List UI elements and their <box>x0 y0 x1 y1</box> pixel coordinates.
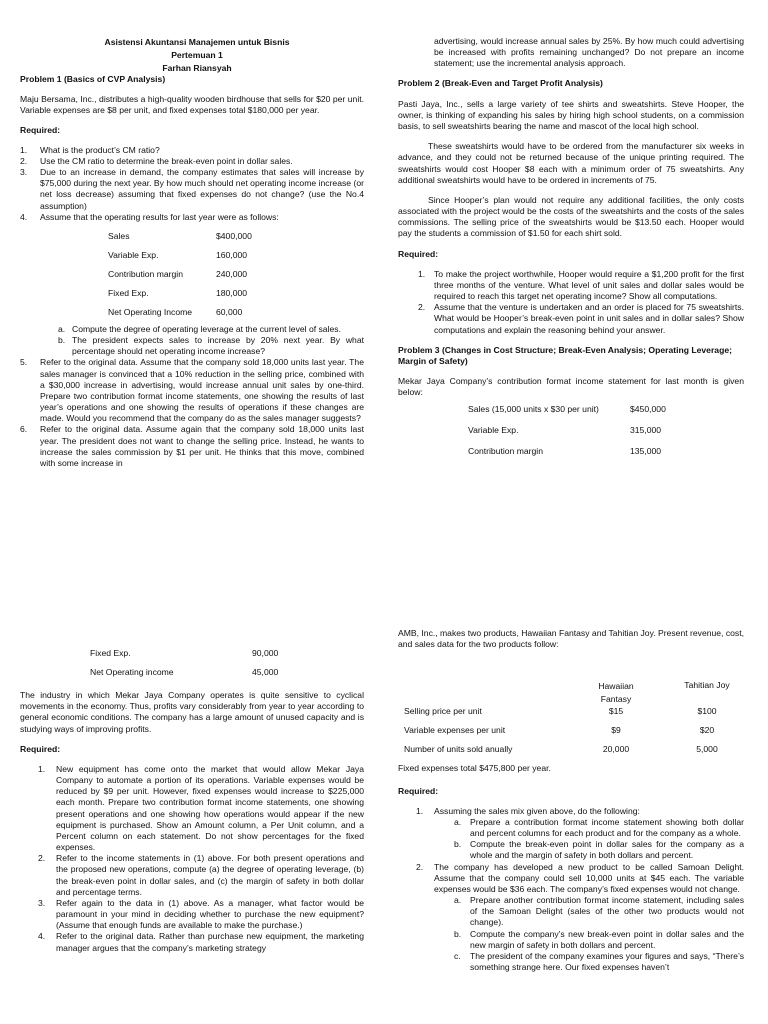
problem-2-required: Required: <box>398 248 439 259</box>
document-header <box>20 36 364 75</box>
list-item: 3. Refer again to the data in (1) above. As a manager, what factor would be paramount in your mind in deciding whether to purchase the new equipment? (Assume that enough funds are available to make the purchase.) <box>38 897 364 931</box>
problem-1-sublist <box>20 324 364 358</box>
table-row: Variable Exp. 160,000 <box>108 249 248 260</box>
list-item: 1. New equipment has come onto the market that would allow Mekar Jaya Company to automate a portion of its operations. Variable expenses would be reduced by $9 per unit. However, fixed expenses would increase to $225,000 each month. Prepare two contribution format income statements, one showing present operations and one showing how operations would appear if the new equipment is purchased. Show an Amount column, a Per Unit column, and a Percent column on each statement. Do not show percentages for the fixed expenses. <box>38 763 364 853</box>
list-item: a. Prepare another contribution format income statement, including sales of the Samoan Delight (sales of the other two products would not change). <box>454 895 744 928</box>
operating-results-table <box>108 231 252 326</box>
list-item: 1. Assuming the sales mix given above, do the following: a. Prepare a contribution format income statement showing both dollar and percent columns for each product and for the company as a whole. b. Compute the break-even point in dollar sales for the company as a whole and the margin of safety in both dollars and percent. <box>416 805 744 861</box>
problem-2-para-2: These sweatshirts would have to be ordered from the manufacturer six weeks in advance, and they could not be returned because of the unique printing required. The sweatshirts would cost Hooper $8 each with a minimum order of 75 sweatshirts. Any additional sweatshirts would have to be ordered in increments of 75. <box>398 141 744 185</box>
income-statement-table-continued <box>90 648 278 686</box>
table-row: Number of units sold anually 20,000 5,000 <box>404 744 718 755</box>
problem-1-continuation-wrap <box>398 36 744 70</box>
top-right-column <box>398 36 744 467</box>
list-item: 3. Due to an increase in demand, the company estimates that sales will increase by $75,000 during the next year. By how much should net operating income increase (or net loss decrease) assuming that fixed expenses do not change? (use the No.4 assumption) <box>20 167 364 211</box>
problem-2-para-3: Since Hooper’s plan would not require any additional facilities, the only costs associated with the project would be the costs of the sweatshirts and the costs of the sales commissions. The selling price of the sweatshirts would be $13.50 each. Hooper would pay the students a commission of $1.50 for each shirt sold. <box>398 194 744 239</box>
list-item: b. Compute the break-even point in dollar sales for the company as a whole and the margin of safety in both dollars and percent. <box>454 839 744 861</box>
list-item: 4. Assume that the operating results for last year were as follows: <box>20 211 279 222</box>
list-item: 4. Refer to the original data. Rather than purchase new equipment, the marketing manager argues that the company’s marketing strategy <box>38 931 364 953</box>
table-row: Sales (15,000 units x $30 per unit) $450,000 <box>468 404 666 415</box>
problem-1-continuation: advertising, would increase annual sales by 25%. By how much could advertising be increased with profits remaining unchanged? Do not prepare an income statement; use the incremental analysis approach. <box>434 36 744 69</box>
problem-4-list <box>398 806 744 974</box>
list-item: 1. What is the product’s CM ratio? <box>20 144 160 155</box>
table-row: Net Operating Income 60,000 <box>108 306 243 317</box>
bottom-left-column <box>20 648 364 954</box>
problem-4-sublist-1 <box>434 817 744 862</box>
income-statement-table <box>468 404 666 467</box>
bottom-right-column <box>398 628 744 973</box>
table-row: Variable expenses per unit $9 $20 <box>404 725 715 736</box>
list-item: 1. To make the project worthwhile, Hooper would require a $1,200 profit for the first three months of the venture. What level of unit sales and dollar sales would be required to reach this target net operating income? Show all computations. <box>418 268 744 302</box>
list-item: b. The president expects sales to increase by 20% next year. By what percentage should net operating income increase? <box>58 335 364 357</box>
table-header-row <box>404 680 742 706</box>
industry-paragraph: The industry in which Mekar Jaya Company operates is quite sensitive to cyclical movements in the economy. Thus, profits vary considerably from year to year according to general economic conditions. The company has a large amount of unused capacity and is studying ways of improving profits. <box>20 690 364 734</box>
course-title: Asistensi Akuntansi Manajemen untuk Bisnis <box>104 37 290 47</box>
fixed-expenses-line: Fixed expenses total $475,800 per year. <box>398 763 551 774</box>
problem-1-list-continued <box>20 357 364 469</box>
problem-1-intro: Maju Bersama, Inc., distributes a high-quality wooden birdhouse that sells for $20 per unit. Variable expenses are $8 per unit, and fixed expenses total $180,000 per year. <box>20 94 364 116</box>
top-left-column <box>20 36 364 469</box>
table-row: Fixed Exp. 180,000 <box>108 287 248 298</box>
list-item: 2. The company has developed a new product to be called Samoan Delight. Assume that the company could sell 10,000 units at $45 each. The variable expenses would be $36 each. The company’s fixed expenses would not change. a. Prepare another contribution format income statement, including sales of the Samoan Delight (sales of the other two products would not change). b. Compute the company’s new break-even point in dollar sales and the new margin of safety in both dollars and percent. c. The president of the company examines your figures and says, “There’s something strange here. Our fixed expenses haven’t <box>416 861 744 973</box>
list-item: 2. Use the CM ratio to determine the break-even point in dollar sales. <box>20 155 293 166</box>
problem-2-para-1: Pasti Jaya, Inc., sells a large variety of tee shirts and sweatshirts. Steve Hooper, the owner, is thinking of expanding his sales by hiring high school students, on a commission basis, to sell sweatshirts bearing the name and mascot of the local high school. <box>398 98 744 132</box>
item-number: 1. <box>416 805 424 816</box>
column-header: Tahitian Joy <box>684 680 730 691</box>
problem-3-intro: Mekar Jaya Company’s contribution format income statement for last month is given below: <box>398 376 744 398</box>
problem-4-required: Required: <box>398 785 439 796</box>
list-item: c. The president of the company examines your figures and says, “There’s something strange here. Our fixed expenses haven’t <box>454 950 744 973</box>
table-row: Variable Exp. 315,000 <box>468 425 662 436</box>
problem-1-list <box>20 145 364 223</box>
item-number: 2. <box>416 861 424 872</box>
list-item: 2. Refer to the income statements in (1) above. For both present operations and the proposed new operations, compute (a) the degree of operating leverage, (b) the break-even point in dollar sales, and (c) the margin of safety in both dollar and percentage terms. <box>38 853 364 897</box>
list-item: 6. Refer to the original data. Assume again that the company sold 18,000 units last year. The president does not want to change the selling price. Instead, he wants to increase the sales commission by $1 per unit. He thinks that this move, combined with some increase in <box>20 424 364 468</box>
problem-3-required: Required: <box>20 743 61 754</box>
column-header: Hawaiian Fantasy <box>598 681 634 705</box>
problem-3-title: Problem 3 (Changes in Cost Structure; Break-Even Analysis; Operating Leverage; Margin of Safety) <box>398 344 732 366</box>
table-row: Contribution margin 240,000 <box>108 268 248 279</box>
author-name: Farhan Riansyah <box>162 63 232 73</box>
problem-4-intro: AMB, Inc., makes two products, Hawaiian Fantasy and Tahitian Joy. Present revenue, cost, and sales data for the two products follow: <box>398 628 744 650</box>
problem-2-list <box>398 269 744 336</box>
product-data-table <box>404 680 742 763</box>
list-item: b. Compute the company’s new break-even point in dollar sales and the new margin of safety in both dollars and percent. <box>454 928 744 950</box>
meeting-label: Pertemuan 1 <box>171 50 223 60</box>
table-row: Selling price per unit $15 $100 <box>404 706 717 717</box>
table-row: Sales $400,000 <box>108 230 252 241</box>
list-item: 5. Refer to the original data. Assume that the company sold 18,000 units last year. The sales manager is convinced that a 10% reduction in the selling price, combined with a $30,000 increase in advertising, would increase annual unit sales by one-third. Prepare two contribution format income statements, one showing the results of last year’s operations and one showing the results of operations if these changes are made. Would you recommend that the company do as the sales manager suggests? <box>20 357 364 424</box>
table-row: Net Operating income 45,000 <box>90 667 279 677</box>
table-row: Fixed Exp. 90,000 <box>90 648 279 658</box>
list-item: 2. Assume that the venture is undertaken and an order is placed for 75 sweatshirts. What would be Hooper’s break-even point in unit sales and in dollar sales? Show computations and explain the reasoning behind your answer. <box>418 302 744 335</box>
list-item: a. Prepare a contribution format income statement showing both dollar and percent columns for each product and for the company as a whole. <box>454 816 744 839</box>
problem-4-sublist-2 <box>434 895 744 973</box>
problem-1-title: Problem 1 (Basics of CVP Analysis) <box>20 74 166 84</box>
problem-2-title: Problem 2 (Break-Even and Target Profit Analysis) <box>398 77 603 88</box>
problem-1-required: Required: <box>20 124 61 135</box>
list-item: a. Compute the degree of operating leverage at the current level of sales. <box>58 323 341 334</box>
table-row: Contribution margin 135,000 <box>468 446 662 457</box>
problem-3-list <box>20 764 364 954</box>
